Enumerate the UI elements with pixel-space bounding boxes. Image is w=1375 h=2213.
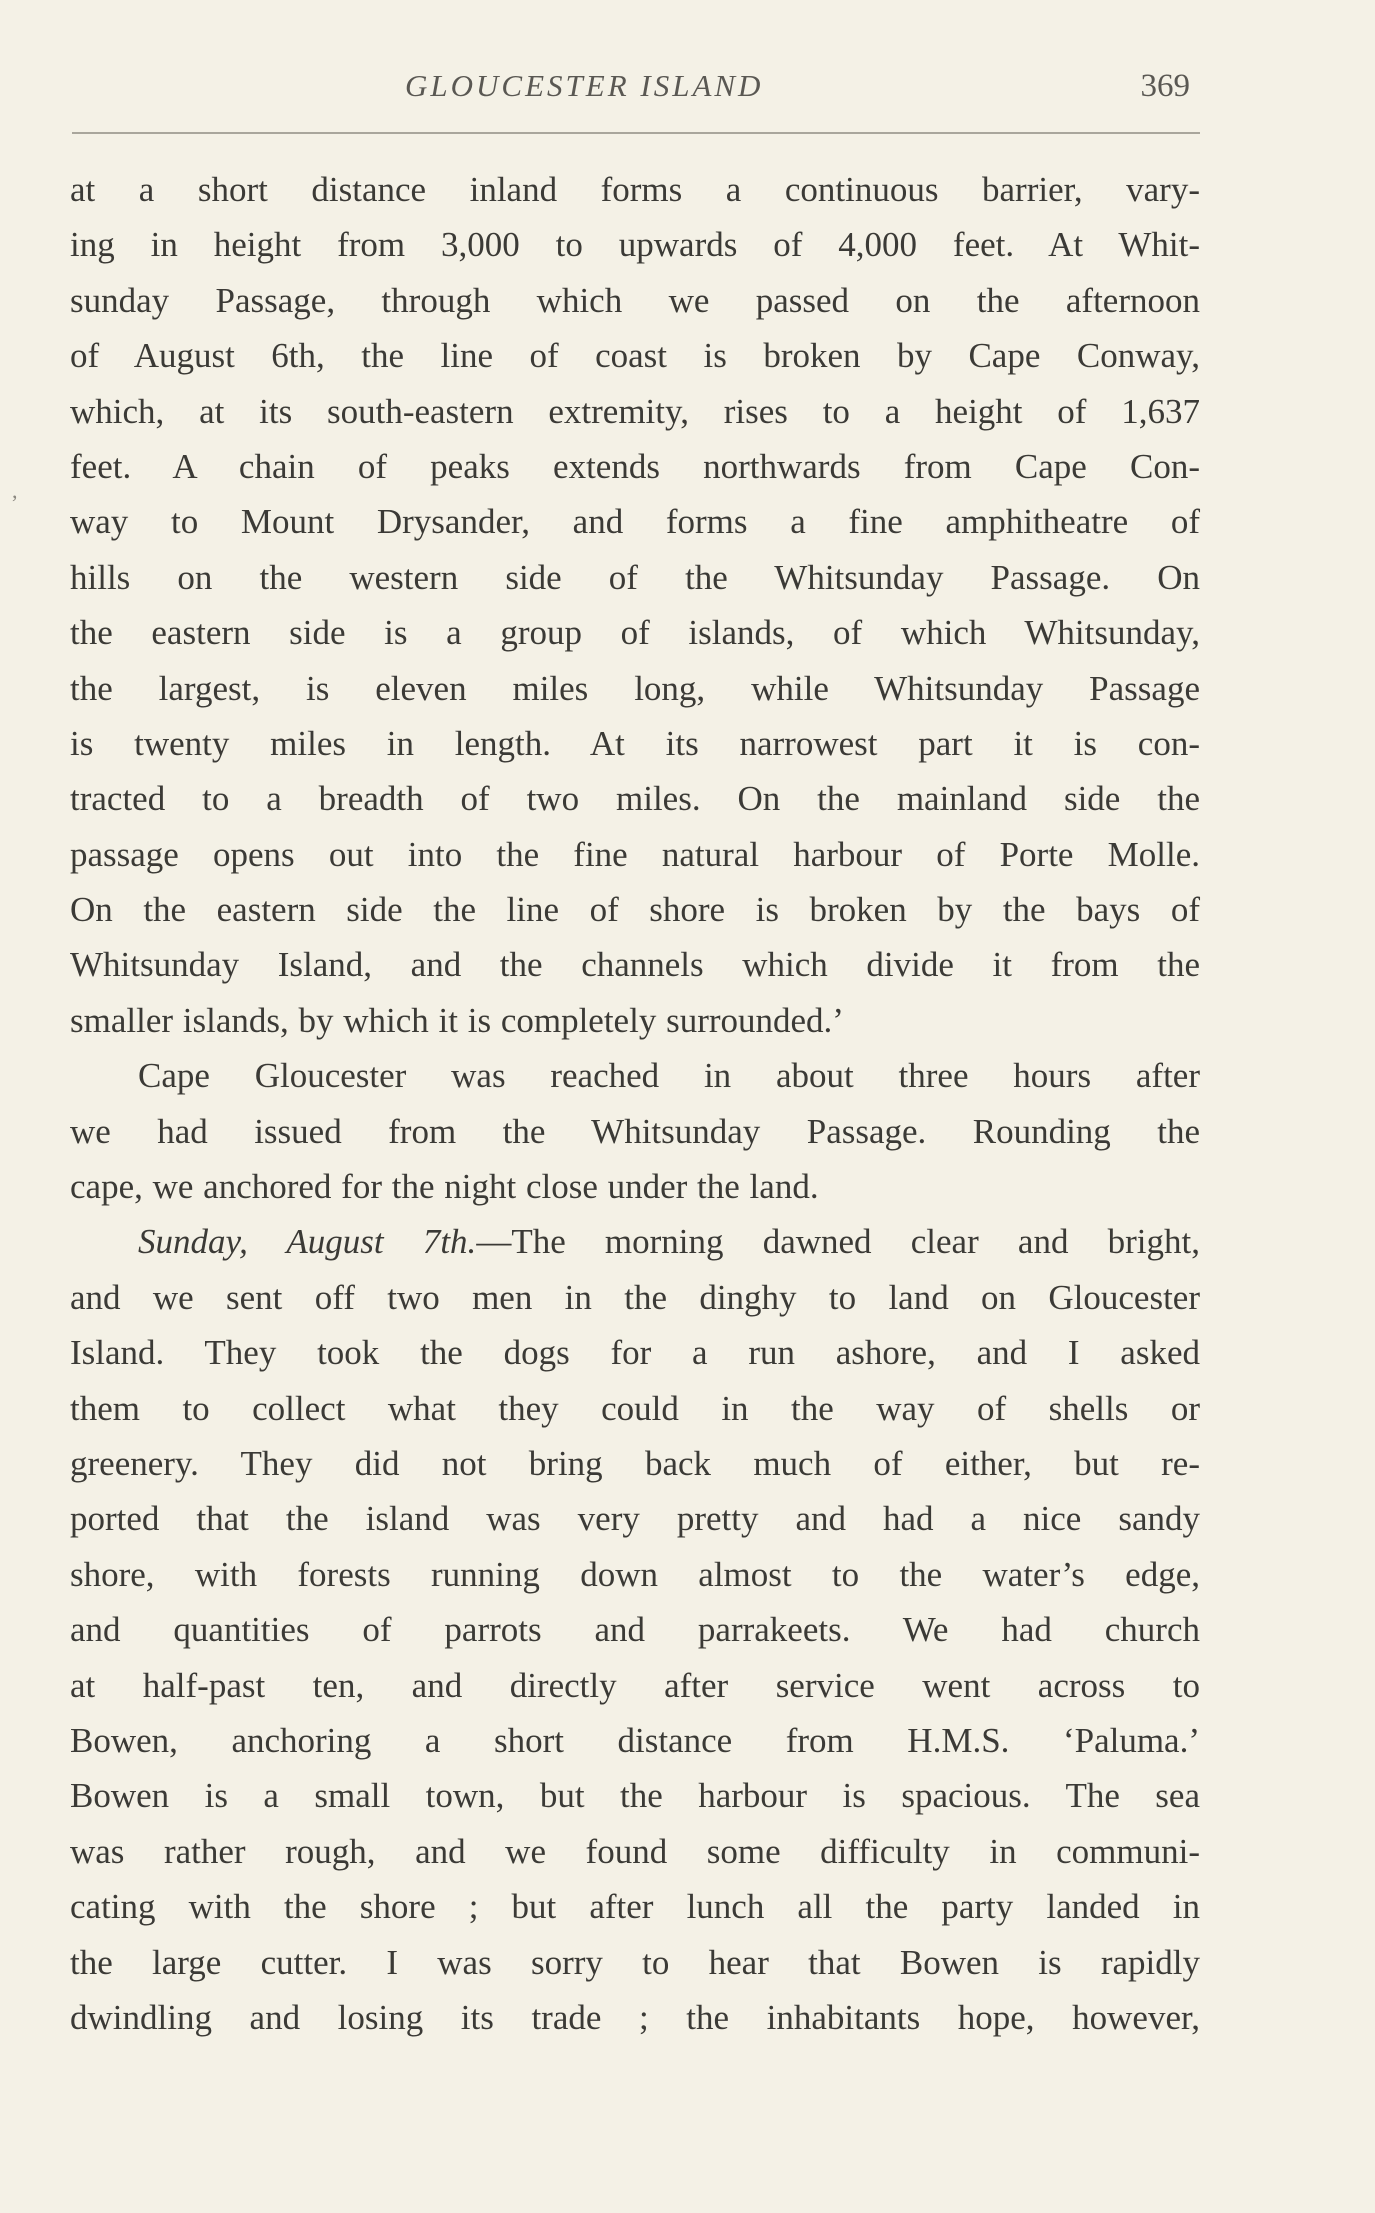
text-line: which, at its south-eastern extremity, rises to a height of 1,637: [70, 391, 1200, 431]
text-line: of August 6th, the line of coast is broken by Cape Conway,: [70, 336, 1200, 376]
text-line: the eastern side is a group of islands, of which Whitsunday,: [70, 613, 1200, 653]
text-line: cating with the shore ; but after lunch all the party landed in: [70, 1887, 1200, 1927]
text-line: shore, with forests running down almost to the water’s edge,: [70, 1554, 1200, 1594]
text-line: Island. They took the dogs for a run ashore, and I asked: [70, 1333, 1200, 1373]
text-line: ported that the island was very pretty and had a nice sandy: [70, 1499, 1200, 1539]
text-line: hills on the western side of the Whitsunday Passage. On: [70, 557, 1200, 597]
text-line: way to Mount Drysander, and forms a fine amphitheatre of: [70, 502, 1200, 542]
paragraph-cape-gloucester: [70, 1048, 1200, 1214]
text-line: at a short distance inland forms a continuous barrier, vary-: [70, 170, 1200, 209]
dateline: Sunday, August 7th.: [138, 1222, 477, 1262]
paragraph-sunday-august-7th: [70, 1214, 1200, 2045]
text-line: passage opens out into the fine natural harbour of Porte Molle.: [70, 834, 1200, 874]
text-line: ing in height from 3,000 to upwards of 4,000 feet. At Whit-: [70, 225, 1200, 265]
text-line: cape, we anchored for the night close under the land.: [70, 1167, 819, 1207]
text-line: them to collect what they could in the way of shells or: [70, 1388, 1200, 1428]
paragraph-quotation: [70, 162, 1200, 1048]
header-rule: [72, 132, 1200, 134]
body-text: [70, 162, 1200, 2045]
text-line: at half-past ten, and directly after service went across to: [70, 1665, 1200, 1705]
text-line: dwindling and losing its trade ; the inhabitants hope, however,: [70, 1997, 1200, 2037]
text-line: Cape Gloucester was reached in about three hours after: [138, 1056, 1200, 1096]
dateline-rest: —The morning dawned clear and bright,: [476, 1222, 1201, 1262]
text-line: feet. A chain of peaks extends northwards from Cape Con-: [70, 446, 1200, 486]
text-line: the large cutter. I was sorry to hear that Bowen is rapidly: [70, 1942, 1200, 1982]
text-line: [70, 1214, 1200, 1269]
text-line: we had issued from the Whitsunday Passage. Rounding the: [70, 1111, 1200, 1151]
text-line: sunday Passage, through which we passed on the afternoon: [70, 280, 1200, 320]
text-line: the largest, is eleven miles long, while Whitsunday Passage: [70, 668, 1200, 708]
text-line: On the eastern side the line of shore is broken by the bays of: [70, 890, 1200, 930]
text-line: Bowen is a small town, but the harbour is spacious. The sea: [70, 1776, 1200, 1816]
text-line: Whitsunday Island, and the channels which divide it from the: [70, 945, 1200, 985]
text-line: is twenty miles in length. At its narrowest part it is con-: [70, 723, 1200, 763]
text-line: Bowen, anchoring a short distance from H.M.S. ‘Paluma.’: [70, 1720, 1200, 1760]
margin-mark: ,: [12, 478, 18, 503]
text-line: and we sent off two men in the dinghy to land on Gloucester: [70, 1277, 1200, 1317]
page-number: 369: [1140, 68, 1190, 104]
text-line: was rather rough, and we found some difficulty in communi-: [70, 1831, 1200, 1871]
text-line: and quantities of parrots and parrakeets. We had church: [70, 1610, 1200, 1650]
running-title: GLOUCESTER ISLAND: [405, 68, 764, 103]
text-line: tracted to a breadth of two miles. On the mainland side the: [70, 779, 1200, 819]
page-header: [70, 62, 1200, 112]
text-line: smaller islands, by which it is completely surrounded.’: [70, 1000, 844, 1040]
text-line: greenery. They did not bring back much of either, but re-: [70, 1443, 1200, 1483]
